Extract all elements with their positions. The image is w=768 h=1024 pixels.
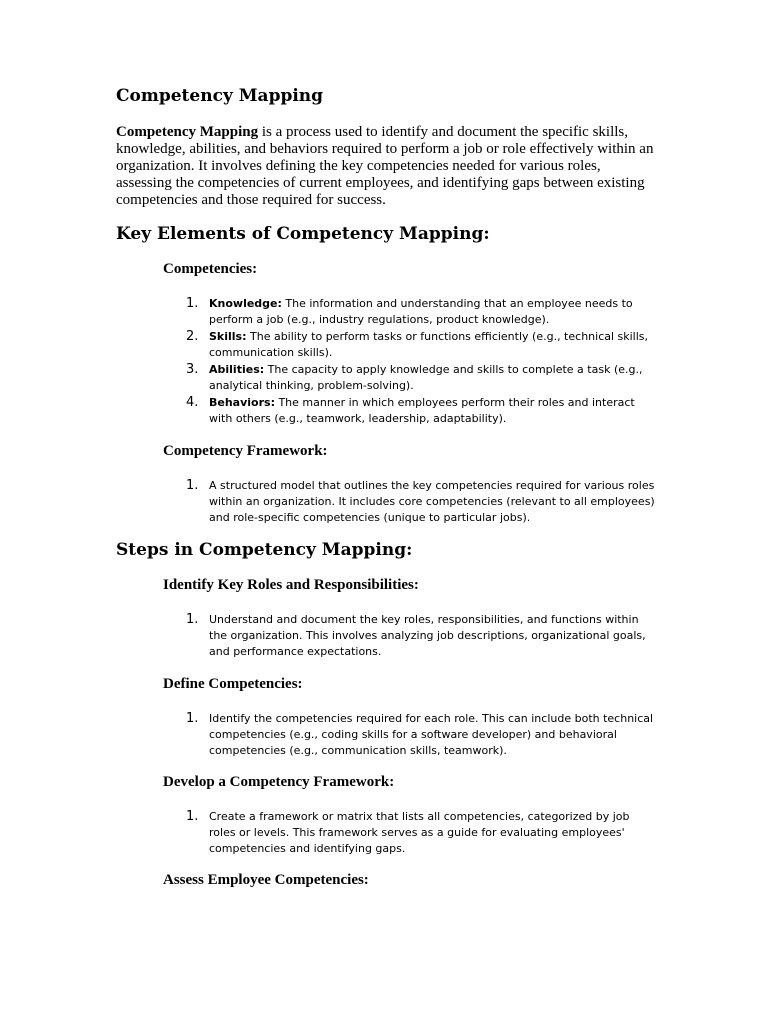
define-competencies-heading: Define Competencies:: [163, 676, 303, 692]
competencies-heading: Competencies:: [163, 261, 258, 277]
list-item: [163, 395, 655, 427]
list-text: The capacity to apply knowledge and skills to complete a task (e.g., analytical thinking, problem-solving).: [209, 362, 643, 393]
list-term: Abilities:: [209, 362, 265, 376]
list-number: 1.: [186, 478, 199, 493]
define-competencies-list: [163, 711, 655, 760]
assess-competencies-heading: Assess Employee Competencies:: [163, 872, 369, 888]
list-text: The information and understanding that an employee needs to perform a job (e.g., industry regulations, product knowledge).: [209, 297, 633, 327]
list-text: The ability to perform tasks or functions efficiently (e.g., technical skills, communication skills).: [209, 329, 649, 360]
steps-heading: Steps in Competency Mapping:: [116, 540, 413, 560]
list-text: Identify the competencies required for each role. This can include both technical competencies (e.g., coding skills for a software developer) and behavioral competencies (e.g., communication skills, teamwork).: [209, 712, 654, 758]
list-term: Knowledge:: [209, 297, 282, 310]
competencies-list: [163, 296, 655, 428]
list-term: Behaviors:: [209, 395, 275, 409]
list-number: 1.: [186, 711, 199, 726]
list-item: [163, 809, 655, 858]
list-item: [163, 478, 655, 527]
key-elements-heading: Key Elements of Competency Mapping:: [116, 224, 490, 244]
list-number: 3.: [186, 361, 199, 377]
framework-list: [163, 478, 655, 527]
intro-term: Competency Mapping: [116, 124, 259, 140]
list-number: 1.: [186, 296, 199, 311]
page-title: Competency Mapping: [116, 86, 324, 106]
list-item: [163, 296, 655, 328]
intro-paragraph: [116, 124, 656, 209]
identify-roles-heading: Identify Key Roles and Responsibilities:: [163, 577, 419, 593]
list-text: Understand and document the key roles, responsibilities, and functions within the organization. This involves analyzing job descriptions, organizational goals, and performance expectations.: [209, 613, 646, 659]
list-item: [163, 329, 655, 361]
list-text: A structured model that outlines the key competencies required for various roles within an organization. It includes core competencies (relevant to all employees) and role-specific competencies (unique to particular jobs).: [209, 479, 655, 525]
identify-roles-list: [163, 612, 655, 661]
list-item: [163, 711, 655, 760]
list-number: 4.: [186, 394, 199, 410]
list-number: 2.: [186, 328, 199, 344]
list-item: [163, 612, 655, 661]
list-number: 1.: [186, 612, 199, 627]
list-text: Create a framework or matrix that lists all competencies, categorized by job roles or levels. This framework serves as a guide for evaluating employees' competencies and identifying gaps.: [209, 810, 630, 856]
develop-framework-heading: Develop a Competency Framework:: [163, 774, 395, 790]
intro-text: is a process used to identify and document the specific skills, knowledge, abilities, and behaviors required to perform a job or role effectively within an organization. It involves defining the key competencies needed for various roles, assessing the competencies of current employees, and identifying gaps between existing competencies and those required for success.: [116, 124, 654, 208]
list-item: [163, 362, 655, 394]
list-number: 1.: [186, 809, 199, 824]
develop-framework-list: [163, 809, 655, 858]
competency-framework-heading: Competency Framework:: [163, 443, 328, 459]
list-term: Skills:: [209, 329, 247, 343]
list-text: The manner in which employees perform their roles and interact with others (e.g., teamwork, leadership, adaptability).: [209, 395, 635, 425]
